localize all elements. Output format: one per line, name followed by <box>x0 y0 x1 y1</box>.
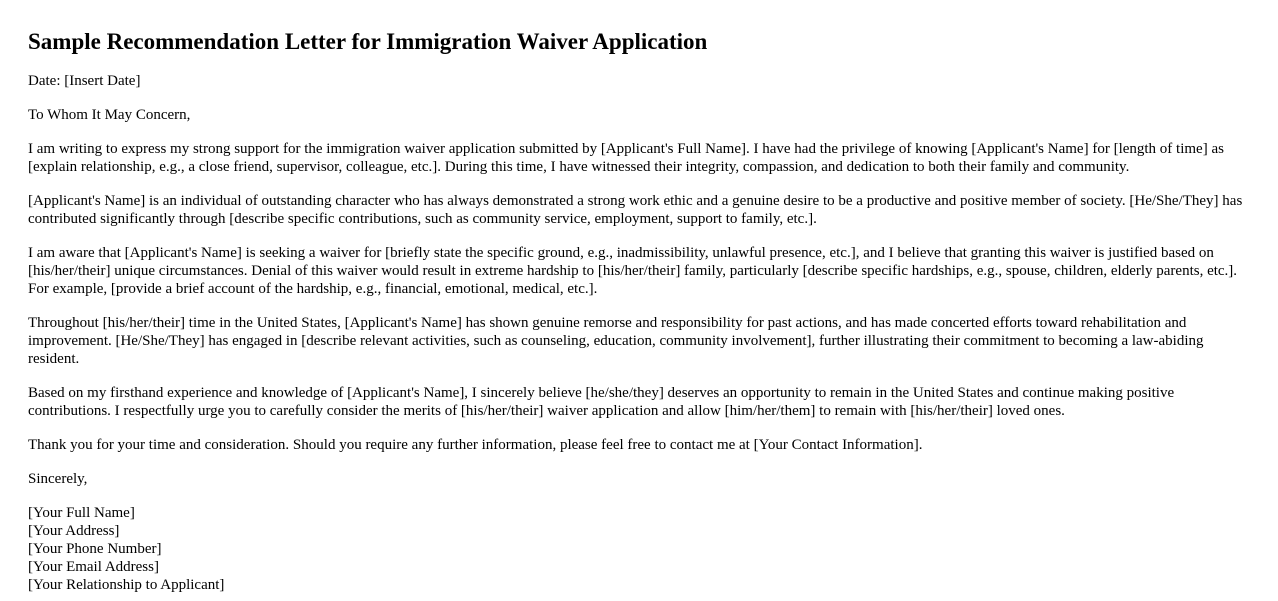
signature-full-name: [Your Full Name] <box>28 505 135 521</box>
salutation: To Whom It May Concern, <box>28 107 191 123</box>
body-paragraph-hardship: I am aware that [Applicant's Name] is seeking a waiver for [briefly state the specific ground, e.g., inadmissibility, unlawful presence, etc.], and I believe that granting this waiver is justified based on [his/her/their] unique circumstances. Denial of this waiver would result in extreme hardship to [his/her/their] family, particularly [describe specific hardships, e.g., spouse, children, elderly parents, etc.]. For example, [provide a brief account of the hardship, e.g., financial, emotional, medical, etc.]. <box>28 245 1238 297</box>
body-paragraph-conclusion: Based on my firsthand experience and knowledge of [Applicant's Name], I sincerely believe [he/she/they] deserves an opportunity to remain in the United States and continue making positive contributions. I respectfully urge you to carefully consider the merits of [his/her/their] waiver application and allow [him/her/them] to remain with [his/her/their] loved ones. <box>28 385 1175 419</box>
letter-title: Sample Recommendation Letter for Immigration Waiver Application <box>28 29 708 54</box>
signature-block <box>28 504 1253 594</box>
letter-document <box>28 29 1253 594</box>
signature-phone: [Your Phone Number] <box>28 541 162 557</box>
date-line: Date: [Insert Date] <box>28 73 141 89</box>
signature-email: [Your Email Address] <box>28 559 159 575</box>
body-paragraph-rehabilitation: Throughout [his/her/their] time in the United States, [Applicant's Name] has shown genuine remorse and responsibility for past actions, and has made concerted efforts toward rehabilitation and improvement. [He/She/They] has engaged in [describe relevant activities, such as counseling, education, community involvement], further illustrating their commitment to becoming a law-abiding resident. <box>28 315 1204 367</box>
signature-address: [Your Address] <box>28 523 120 539</box>
body-paragraph-thanks: Thank you for your time and consideration. Should you require any further information, please feel free to contact me at [Your Contact Information]. <box>28 437 923 453</box>
body-paragraph-introduction: I am writing to express my strong support for the immigration waiver application submitted by [Applicant's Full Name]. I have had the privilege of knowing [Applicant's Name] for [length of time] as [explain relationship, e.g., a close friend, supervisor, colleague, etc.]. During this time, I have witnessed their integrity, compassion, and dedication to both their family and community. <box>28 141 1224 175</box>
signature-relationship: [Your Relationship to Applicant] <box>28 577 225 593</box>
body-paragraph-character: [Applicant's Name] is an individual of outstanding character who has always demonstrated a strong work ethic and a genuine desire to be a productive and positive member of society. [He/She/They] has contributed significantly through [describe specific contributions, such as community service, employment, support to family, etc.]. <box>28 193 1243 227</box>
closing: Sincerely, <box>28 471 88 487</box>
